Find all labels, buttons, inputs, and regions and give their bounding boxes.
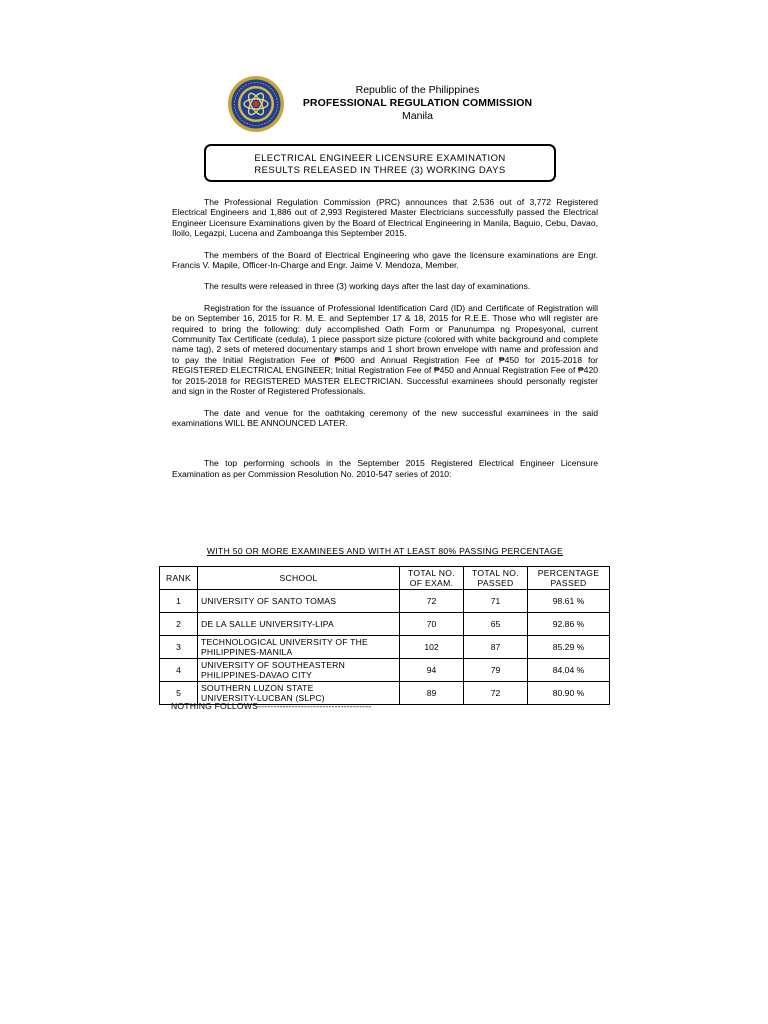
header-percentage: PERCENTAGE PASSED <box>528 567 610 590</box>
header-rank: RANK <box>160 567 198 590</box>
school-cell: SOUTHERN LUZON STATE UNIVERSITY-LUCBAN (SLPC) <box>198 682 400 705</box>
nothing-follows-note: NOTHING FOLLOWS------------------------------------- <box>171 701 372 711</box>
total-exam-cell: 72 <box>400 590 464 613</box>
paragraph-board-members: The members of the Board of Electrical Engineering who gave the licensure examinations are Engr. Francis V. Mapile, Officer-In-Charge and Engr. Jaime V. Mendoza, Member. <box>172 249 598 271</box>
table-header-row <box>160 567 610 590</box>
total-exam-cell: 94 <box>400 659 464 682</box>
header-total-exam: TOTAL NO. OF EXAM. <box>400 567 464 590</box>
school-cell: UNIVERSITY OF SOUTHEASTERN PHILIPPINES-DAVAO CITY <box>198 659 400 682</box>
letterhead <box>290 84 545 123</box>
percentage-cell: 85.29 % <box>528 636 610 659</box>
table-row <box>160 636 610 659</box>
school-cell: DE LA SALLE UNIVERSITY-LIPA <box>198 613 400 636</box>
rank-cell: 4 <box>160 659 198 682</box>
table-row <box>160 613 610 636</box>
organization-name: PROFESSIONAL REGULATION COMMISSION <box>302 97 533 109</box>
total-exam-cell: 102 <box>400 636 464 659</box>
title-line-1: ELECTRICAL ENGINEER LICENSURE EXAMINATION <box>254 153 506 164</box>
total-passed-cell: 65 <box>464 613 528 636</box>
paragraph-oathtaking: The date and venue for the oathtaking ceremony of the new successful examinees in the said examinations WILL BE ANNOUNCED LATER. <box>172 407 598 428</box>
total-exam-cell: 89 <box>400 682 464 705</box>
percentage-cell: 84.04 % <box>528 659 610 682</box>
paragraph-registration: Registration for the issuance of Professional Identification Card (ID) and Certificate of Registration will be on September 16, 2015 for R. M. E. and September 17 & 18, 2015 for R.E.E. Those who will register are required to bring the following: duly accomplished Oath Form or Panunumpa ng Propesyonal, current Community Tax Certificate (cedula), 1 piece passport size picture (colored with white background and complete name tag), 2 sets of metered documentary stamps and 1 short brown envelope with name and profession and to pay the Initial Registration Fee of ₱600 and Annual Registration Fee of ₱450 for 2015-2018 for REGISTERED ELECTRICAL ENGINEER; Initial Registration Fee of ₱450 and Annual Registration Fee of ₱420 for 2015-2018 for REGISTERED MASTER ELECTRICIAN. Successful examinees should personally register and sign in the Roster of Registered Professionals. <box>172 302 598 397</box>
top-schools-table <box>159 566 610 705</box>
total-passed-cell: 72 <box>464 682 528 705</box>
table-caption: WITH 50 OR MORE EXAMINEES AND WITH AT LEAST 80% PASSING PERCENTAGE <box>206 546 564 556</box>
school-cell: TECHNOLOGICAL UNIVERSITY OF THE PHILIPPINES-MANILA <box>198 636 400 659</box>
total-passed-cell: 71 <box>464 590 528 613</box>
country-line: Republic of the Philippines <box>355 84 480 96</box>
total-passed-cell: 79 <box>464 659 528 682</box>
city-line: Manila <box>402 110 433 122</box>
table-row <box>160 590 610 613</box>
rank-cell: 2 <box>160 613 198 636</box>
paragraph-top-schools-intro: The top performing schools in the September 2015 Registered Electrical Engineer Licensure Examination as per Commission Resolution No. 2010-547 series of 2010: <box>172 458 598 479</box>
header-total-passed: TOTAL NO. PASSED <box>464 567 528 590</box>
paragraph-passers: The Professional Regulation Commission (PRC) announces that 2,536 out of 3,772 Registered Electrical Engineers and 1,886 out of 2,993 Registered Master Electricians successfully passed the Electrical Engineer Licensure Examinations given by the Board of Electrical Engineering in Manila, Baguio, Cebu, Davao, Iloilo, Legazpi, Lucena and Zamboanga this September 2015. <box>172 197 598 239</box>
total-passed-cell: 87 <box>464 636 528 659</box>
rank-cell: 3 <box>160 636 198 659</box>
percentage-cell: 80.90 % <box>528 682 610 705</box>
total-exam-cell: 70 <box>400 613 464 636</box>
percentage-cell: 98.61 % <box>528 590 610 613</box>
table-row <box>160 659 610 682</box>
rank-cell: 1 <box>160 590 198 613</box>
percentage-cell: 92.86 % <box>528 613 610 636</box>
header-school: SCHOOL <box>198 567 400 590</box>
rank-cell: 5 <box>160 682 198 705</box>
paragraph-release: The results were released in three (3) working days after the last day of examinations. <box>204 281 531 292</box>
title-line-2: RESULTS RELEASED IN THREE (3) WORKING DAYS <box>254 165 506 176</box>
prc-seal-logo <box>227 75 285 133</box>
announcement-title-box <box>204 144 556 182</box>
school-cell: UNIVERSITY OF SANTO TOMAS <box>198 590 400 613</box>
announcement-body <box>172 197 598 479</box>
